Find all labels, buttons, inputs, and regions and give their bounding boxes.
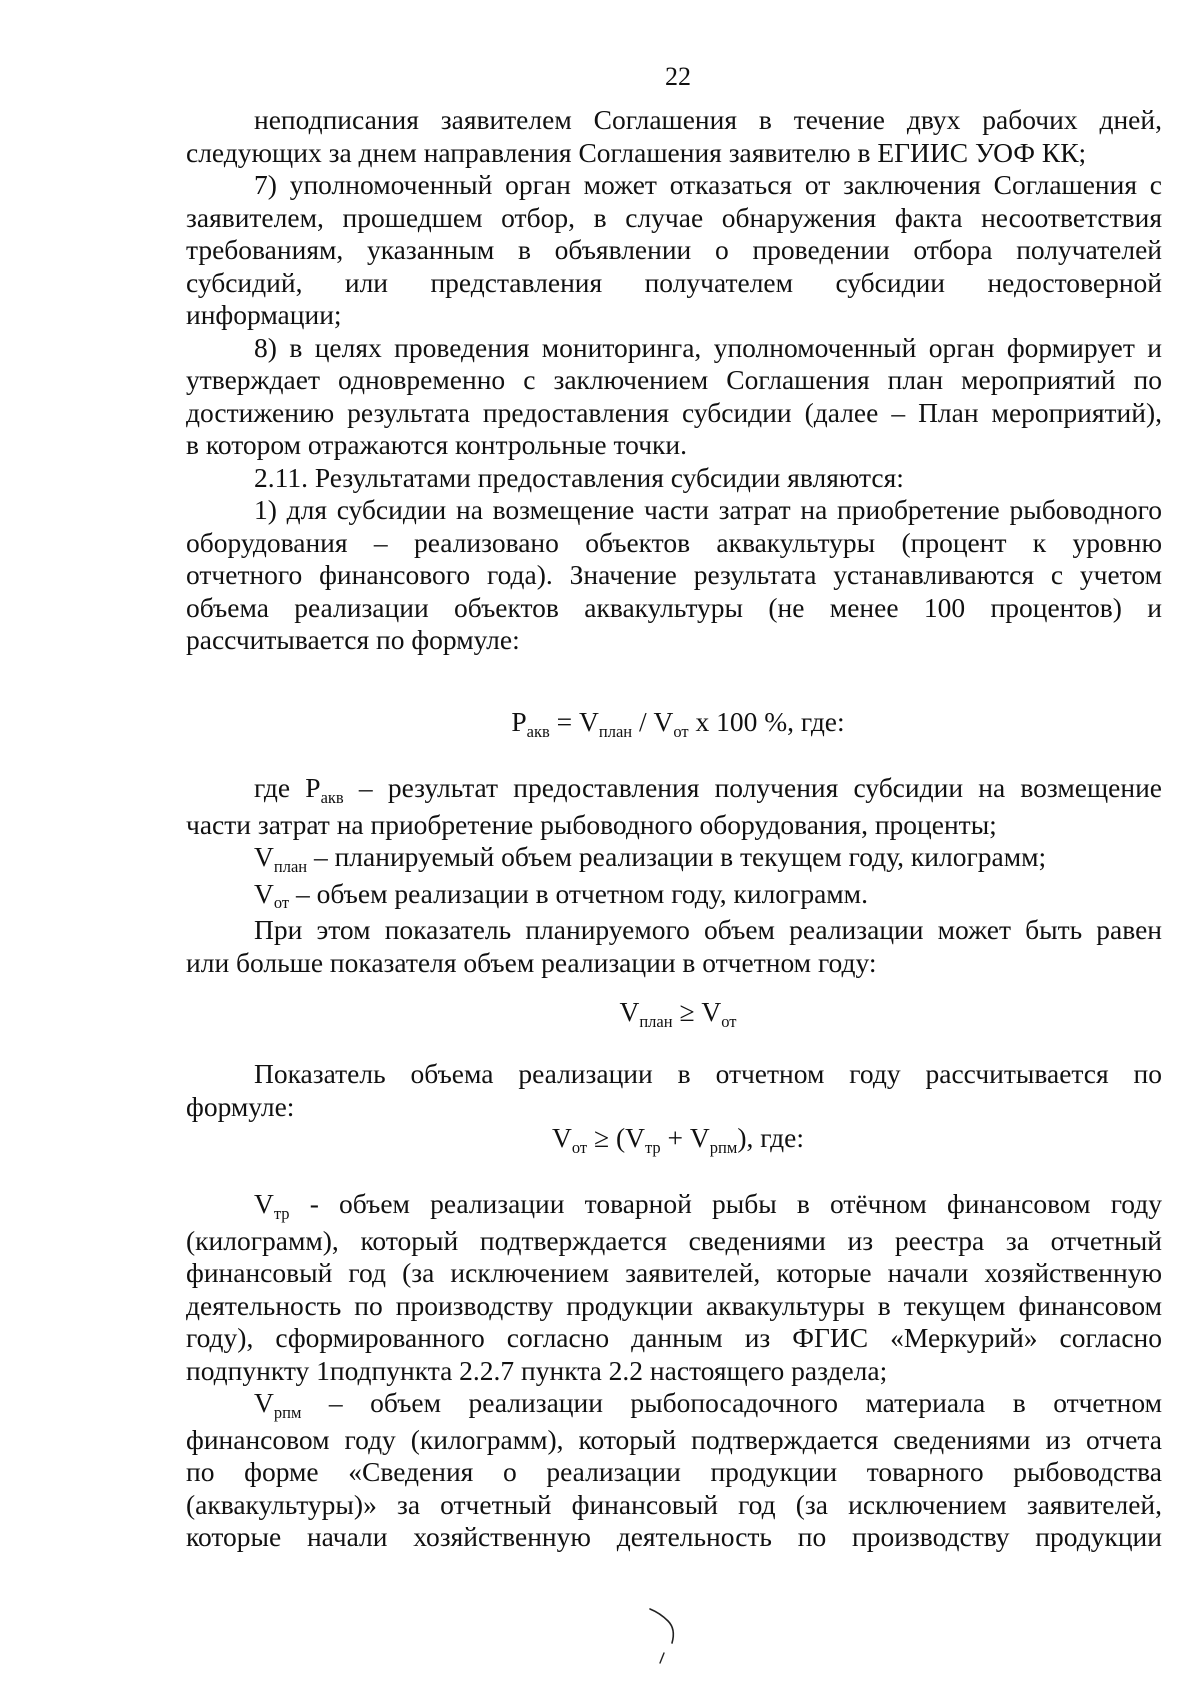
- text-line: $V_{от}$ – объем реализации в отчетном году, килограмм.: [254, 877, 868, 913]
- text-line: формуле:: [186, 1090, 295, 1122]
- text-line: (килограмм), который подтверждается сведениями из реестра за отчетный: [186, 1224, 1162, 1256]
- text-line: которые начали хозяйственную деятельность по производству продукции: [186, 1521, 1162, 1552]
- text-line: рассчитывается по формуле:: [186, 624, 520, 655]
- text-line: следующих за днем направления Соглашения заявителю в ЕГИИС УОФ КК;: [186, 136, 1087, 168]
- text-line: финансовом году (килограмм), который подтверждается сведениями из отчета: [186, 1423, 1162, 1455]
- text-line: финансовый год (за исключением заявителей, которые начали хозяйственную: [186, 1257, 1162, 1288]
- text-line: $V_{рпм}$ – объем реализации рыбопосадочного материала в отчетном: [254, 1387, 1162, 1422]
- text-line: оборудования – реализовано объектов аквакультуры (процент к уровню: [186, 526, 1162, 558]
- text-line: 2.11. Результатами предоставления субсидии являются:: [254, 461, 904, 493]
- text-block-3: [186, 1058, 1162, 1123]
- text-line: $V_{тр}$ - объем реализации товарной рыбы в отёчном финансовом году: [254, 1188, 1162, 1223]
- text-line: или больше показателя объем реализации в отчетном году:: [186, 946, 877, 978]
- text-line: 1) для субсидии на возмещение части затрат на приобретение рыбоводного: [254, 494, 1162, 525]
- handwritten-mark-icon: [646, 1605, 686, 1665]
- text-block-1: [186, 104, 1162, 657]
- text-line: При этом показатель планируемого объем реализации может быть равен: [254, 914, 1162, 945]
- text-line: заявителем, прошедшем отбор, в случае обнаружения факта несоответствия: [186, 201, 1162, 233]
- text-line: подпункту 1подпункта 2.2.7 пункта 2.2 настоящего раздела;: [186, 1354, 888, 1386]
- text-block-2: [186, 772, 1162, 979]
- text-line: Показатель объема реализации в отчетном году рассчитывается по: [254, 1058, 1162, 1089]
- text-line: 8) в целях проведения мониторинга, уполномоченный орган формирует и: [254, 331, 1162, 363]
- text-line: информации;: [186, 299, 342, 330]
- formula-result: $P_{акв} = V_{план} / V_{от}$ х 100 %, где:: [511, 706, 845, 741]
- text-line: утверждает одновременно с заключением Соглашения план мероприятий по: [186, 364, 1162, 395]
- text-line: отчетного финансового года). Значение результата устанавливаются с учетом: [186, 559, 1162, 590]
- text-block-4: [186, 1188, 1162, 1554]
- text-line: неподписания заявителем Соглашения в течение двух рабочих дней,: [254, 104, 1162, 135]
- text-line: (аквакультуры)» за отчетный финансовый год (за исключением заявителей,: [186, 1488, 1162, 1520]
- text-line: в котором отражаются контрольные точки.: [186, 429, 687, 460]
- text-line: части затрат на приобретение рыбоводного оборудования, проценты;: [186, 808, 997, 840]
- text-line: $V_{план}$ – планируемый объем реализации в текущем году, килограмм;: [254, 841, 1047, 876]
- text-line: 7) уполномоченный орган может отказаться от заключения Соглашения с: [254, 169, 1162, 200]
- text-line: достижению результата предоставления субсидии (далее – План мероприятий),: [186, 396, 1162, 428]
- text-line: субсидий, или представления получателем субсидии недостоверной: [186, 266, 1162, 298]
- text-line: объема реализации объектов аквакультуры (не менее 100 процентов) и: [186, 591, 1162, 623]
- page-number: 22: [665, 62, 691, 91]
- text-line: где $P_{акв}$ – результат предоставления получения субсидии на возмещение: [254, 772, 1162, 807]
- formula-vot: $V_{от} \ge (V_{тр} + V_{рпм})$, где:: [552, 1122, 804, 1157]
- text-line: требованиям, указанным в объявлении о проведении отбора получателей: [186, 234, 1162, 265]
- text-line: году), сформированного согласно данным из ФГИС «Меркурий» согласно: [186, 1322, 1162, 1353]
- text-line: по форме «Сведения о реализации продукции товарного рыбоводства: [186, 1456, 1162, 1487]
- formula-condition: $V_{план} \ge V_{от}$: [619, 996, 737, 1031]
- text-line: деятельность по производству продукции аквакультуры в текущем финансовом: [186, 1289, 1162, 1321]
